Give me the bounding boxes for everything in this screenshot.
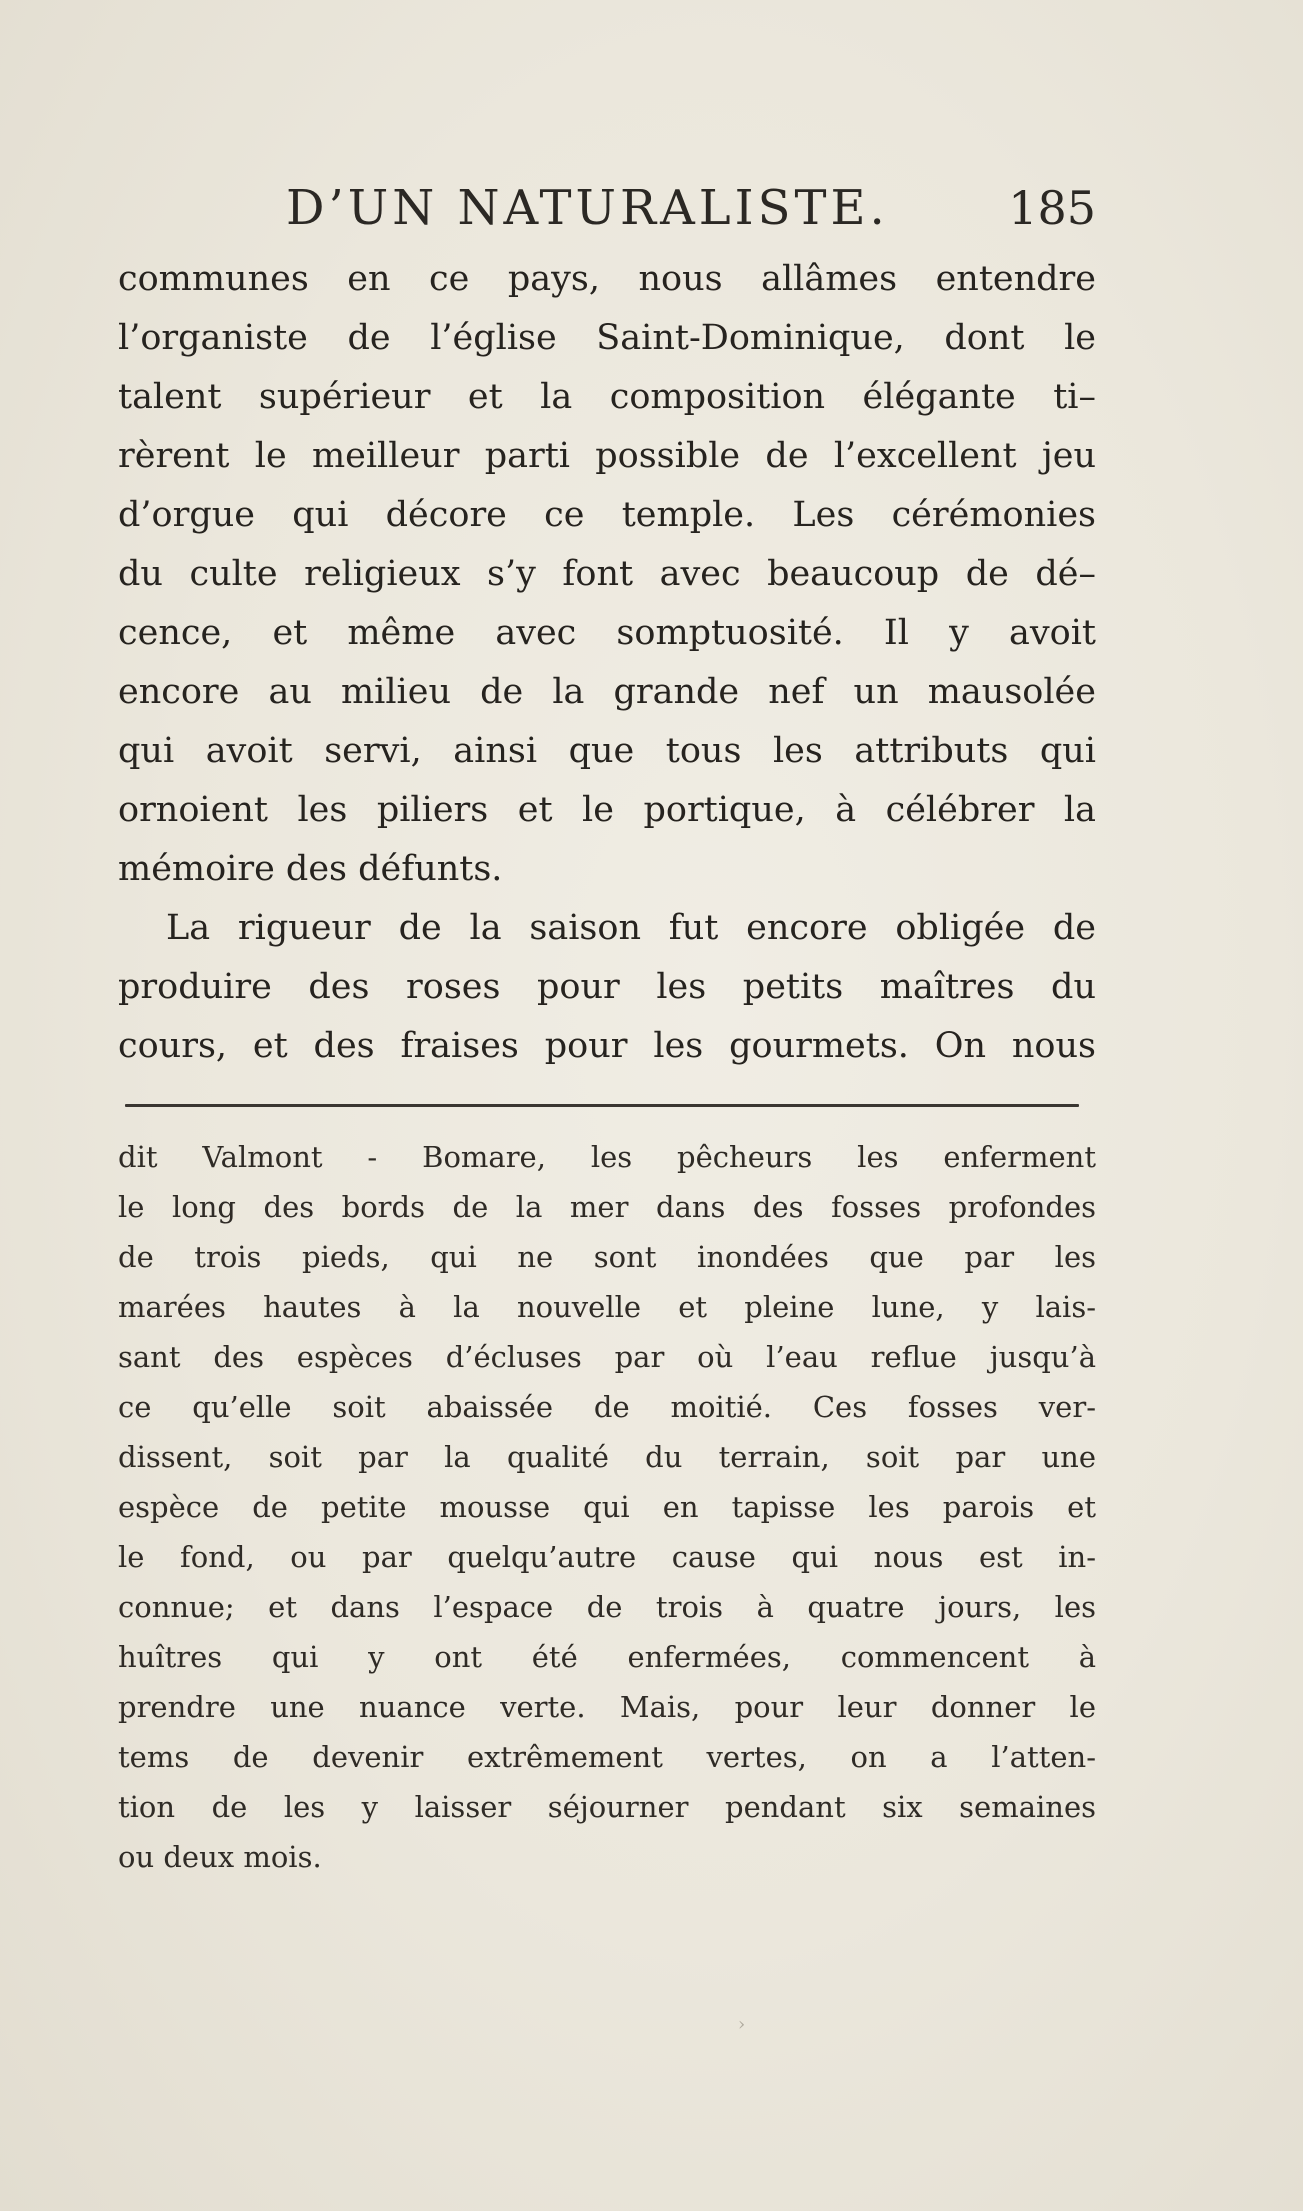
footnote-line: tems de devenir extrêmement vertes, on a l’atten- <box>118 1740 1096 1774</box>
main-text-line: encore au milieu de la grande nef un mausolée <box>118 672 1096 712</box>
main-text-line: qui avoit servi, ainsi que tous les attributs qui <box>118 731 1096 771</box>
main-text-line: l’organiste de l’église Saint-Dominique, dont le <box>118 318 1096 358</box>
footnote-line: espèce de petite mousse qui en tapisse les parois et <box>118 1490 1096 1524</box>
running-head: D’UN NATURALISTE. <box>286 180 889 236</box>
footnote-line: le long des bords de la mer dans des fosses profondes <box>118 1190 1096 1224</box>
main-text-line: ornoient les piliers et le portique, à célébrer la <box>118 790 1096 830</box>
main-text-block <box>118 250 1096 1076</box>
footnote-line: connue; et dans l’espace de trois à quatre jours, les <box>118 1590 1096 1624</box>
main-text-line: cence, et même avec somptuosité. Il y avoit <box>118 613 1096 653</box>
footnote-line: huîtres qui y ont été enfermées, commencent à <box>118 1640 1096 1674</box>
footnote-block <box>118 1132 1096 1882</box>
footnote-line: marées hautes à la nouvelle et pleine lune, y lais- <box>118 1290 1096 1324</box>
footnote-line: le fond, ou par quelqu’autre cause qui nous est in- <box>118 1540 1096 1574</box>
footnote-line: sant des espèces d’écluses par où l’eau reflue jusqu’à <box>118 1340 1096 1374</box>
main-text-line: communes en ce pays, nous allâmes entendre <box>118 259 1096 299</box>
main-text-line: La rigueur de la saison fut encore obligée de <box>166 908 1096 948</box>
footnote-rule <box>125 1104 1079 1107</box>
main-text-line: du culte religieux s’y font avec beaucoup de dé– <box>118 554 1096 594</box>
main-text-line: d’orgue qui décore ce temple. Les cérémonies <box>118 495 1096 535</box>
footnote-line: tion de les y laisser séjourner pendant six semaines <box>118 1790 1096 1824</box>
footnote-line: de trois pieds, qui ne sont inondées que par les <box>118 1240 1096 1274</box>
footnote-line: dit Valmont - Bomare, les pêcheurs les enferment <box>118 1140 1096 1174</box>
main-text-line: produire des roses pour les petits maîtres du <box>118 967 1096 1007</box>
footnote-line: ce qu’elle soit abaissée de moitié. Ces fosses ver- <box>118 1390 1096 1424</box>
main-text-line: cours, et des fraises pour les gourmets. On nous <box>118 1026 1096 1066</box>
main-text-line: mémoire des défunts. <box>118 849 503 889</box>
page-header <box>118 178 1096 238</box>
footnote-line: prendre une nuance verte. Mais, pour leur donner le <box>118 1690 1096 1724</box>
main-text-line: talent supérieur et la composition élégante ti– <box>118 377 1096 417</box>
page-number: 185 <box>1008 181 1096 235</box>
footnote-line: dissent, soit par la qualité du terrain, soit par une <box>118 1440 1096 1474</box>
footnote-line: ou deux mois. <box>118 1840 322 1874</box>
bottom-mark: › <box>738 2014 746 2035</box>
main-text-line: rèrent le meilleur parti possible de l’excellent jeu <box>118 436 1096 476</box>
